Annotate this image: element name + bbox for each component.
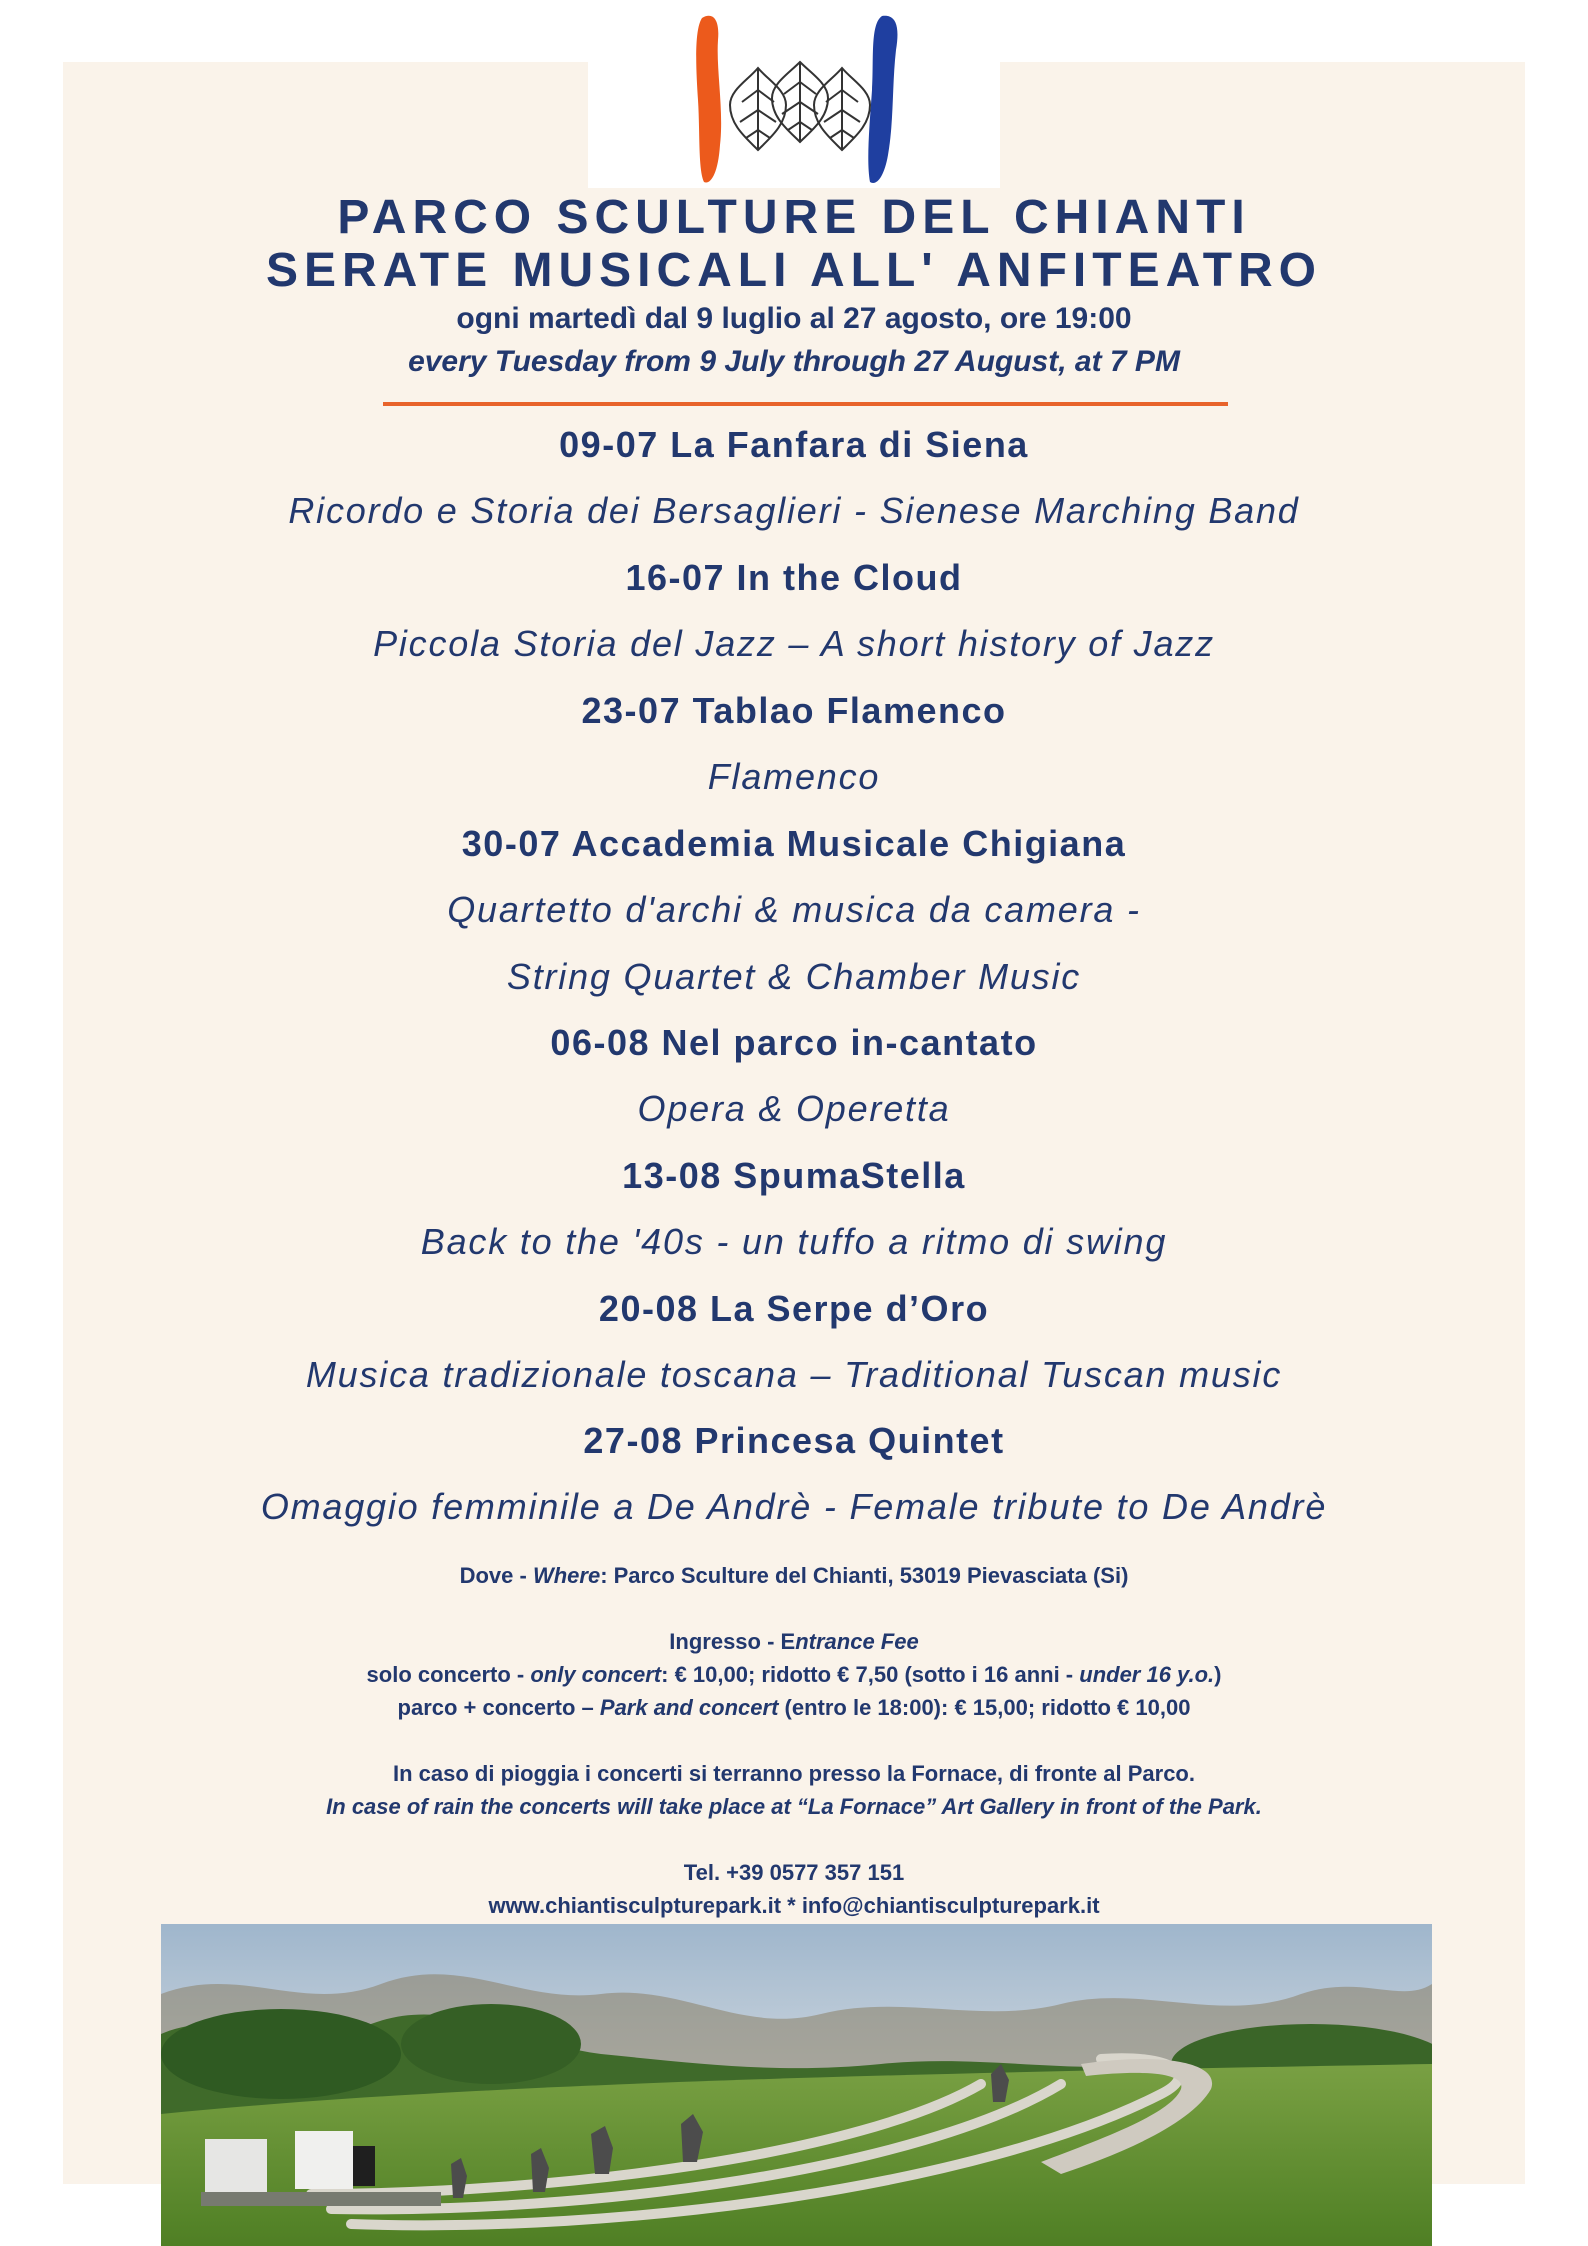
title-line-2: SERATE MUSICALI ALL' ANFITEATRO <box>265 244 1323 297</box>
leaf-stripes-logo-icon <box>690 10 910 190</box>
rain-notice-italian: In caso di pioggia i concerti si terranno presso la Fornace, di fronte al Parco. <box>393 1761 1195 1786</box>
phone-line: Tel. +39 0577 357 151 <box>683 1860 905 1885</box>
event-title: 09-07 La Fanfara di Siena <box>559 424 1029 465</box>
event-description: Musica tradizionale toscana – Traditional Tuscan music <box>305 1354 1283 1395</box>
park-price-line: parco + concerto – Park and concert (entro le 18:00): € 15,00; ridotto € 10,00 <box>397 1695 1191 1720</box>
event-description: Omaggio femminile a De Andrè - Female tribute to De Andrè <box>260 1486 1328 1527</box>
event-description: Ricordo e Storia dei Bersaglieri - Sienese Marching Band <box>288 490 1300 531</box>
amphitheatre-photo-illustration <box>161 1924 1432 2246</box>
event-description: Piccola Storia del Jazz – A short history of Jazz <box>373 623 1215 664</box>
event-title: 13-08 SpumaStella <box>622 1155 966 1196</box>
event-title: 16-07 In the Cloud <box>625 557 963 598</box>
event-description: String Quartet & Chamber Music <box>506 956 1082 997</box>
event-title: 30-07 Accademia Musicale Chigiana <box>461 823 1127 864</box>
title-line-1: PARCO SCULTURE DEL CHIANTI <box>337 191 1251 244</box>
rain-notice-english: In case of rain the concerts will take place at “La Fornace” Art Gallery in front of the Park. <box>326 1794 1262 1819</box>
subtitle-italian: ogni martedì dal 9 luglio al 27 agosto, ore 19:00 <box>456 302 1132 335</box>
concert-price-line: solo concerto - only concert: € 10,00; ridotto € 7,50 (sotto i 16 anni - under 16 y.o.) <box>366 1662 1222 1687</box>
orange-divider <box>383 402 1228 406</box>
event-description: Opera & Operetta <box>637 1088 951 1129</box>
fee-heading: Ingresso - Entrance Fee <box>669 1629 919 1654</box>
event-description: Flamenco <box>707 756 881 797</box>
event-title: 20-08 La Serpe d’Oro <box>598 1288 990 1329</box>
subtitle-english: every Tuesday from 9 July through 27 August, at 7 PM <box>408 345 1180 378</box>
event-title: 06-08 Nel parco in-cantato <box>550 1022 1038 1063</box>
event-description: Quartetto d'archi & musica da camera - <box>447 889 1141 930</box>
event-title: 27-08 Princesa Quintet <box>583 1420 1005 1461</box>
web-email-line: www.chiantisculpturepark.it * info@chiantisculpturepark.it <box>488 1893 1100 1918</box>
event-title: 23-07 Tablao Flamenco <box>581 690 1007 731</box>
location-line: Dove - Where: Parco Sculture del Chianti, 53019 Pievasciata (Si) <box>459 1563 1129 1588</box>
event-description: Back to the '40s - un tuffo a ritmo di swing <box>420 1221 1168 1262</box>
amphitheatre-photo <box>161 1924 1432 2246</box>
